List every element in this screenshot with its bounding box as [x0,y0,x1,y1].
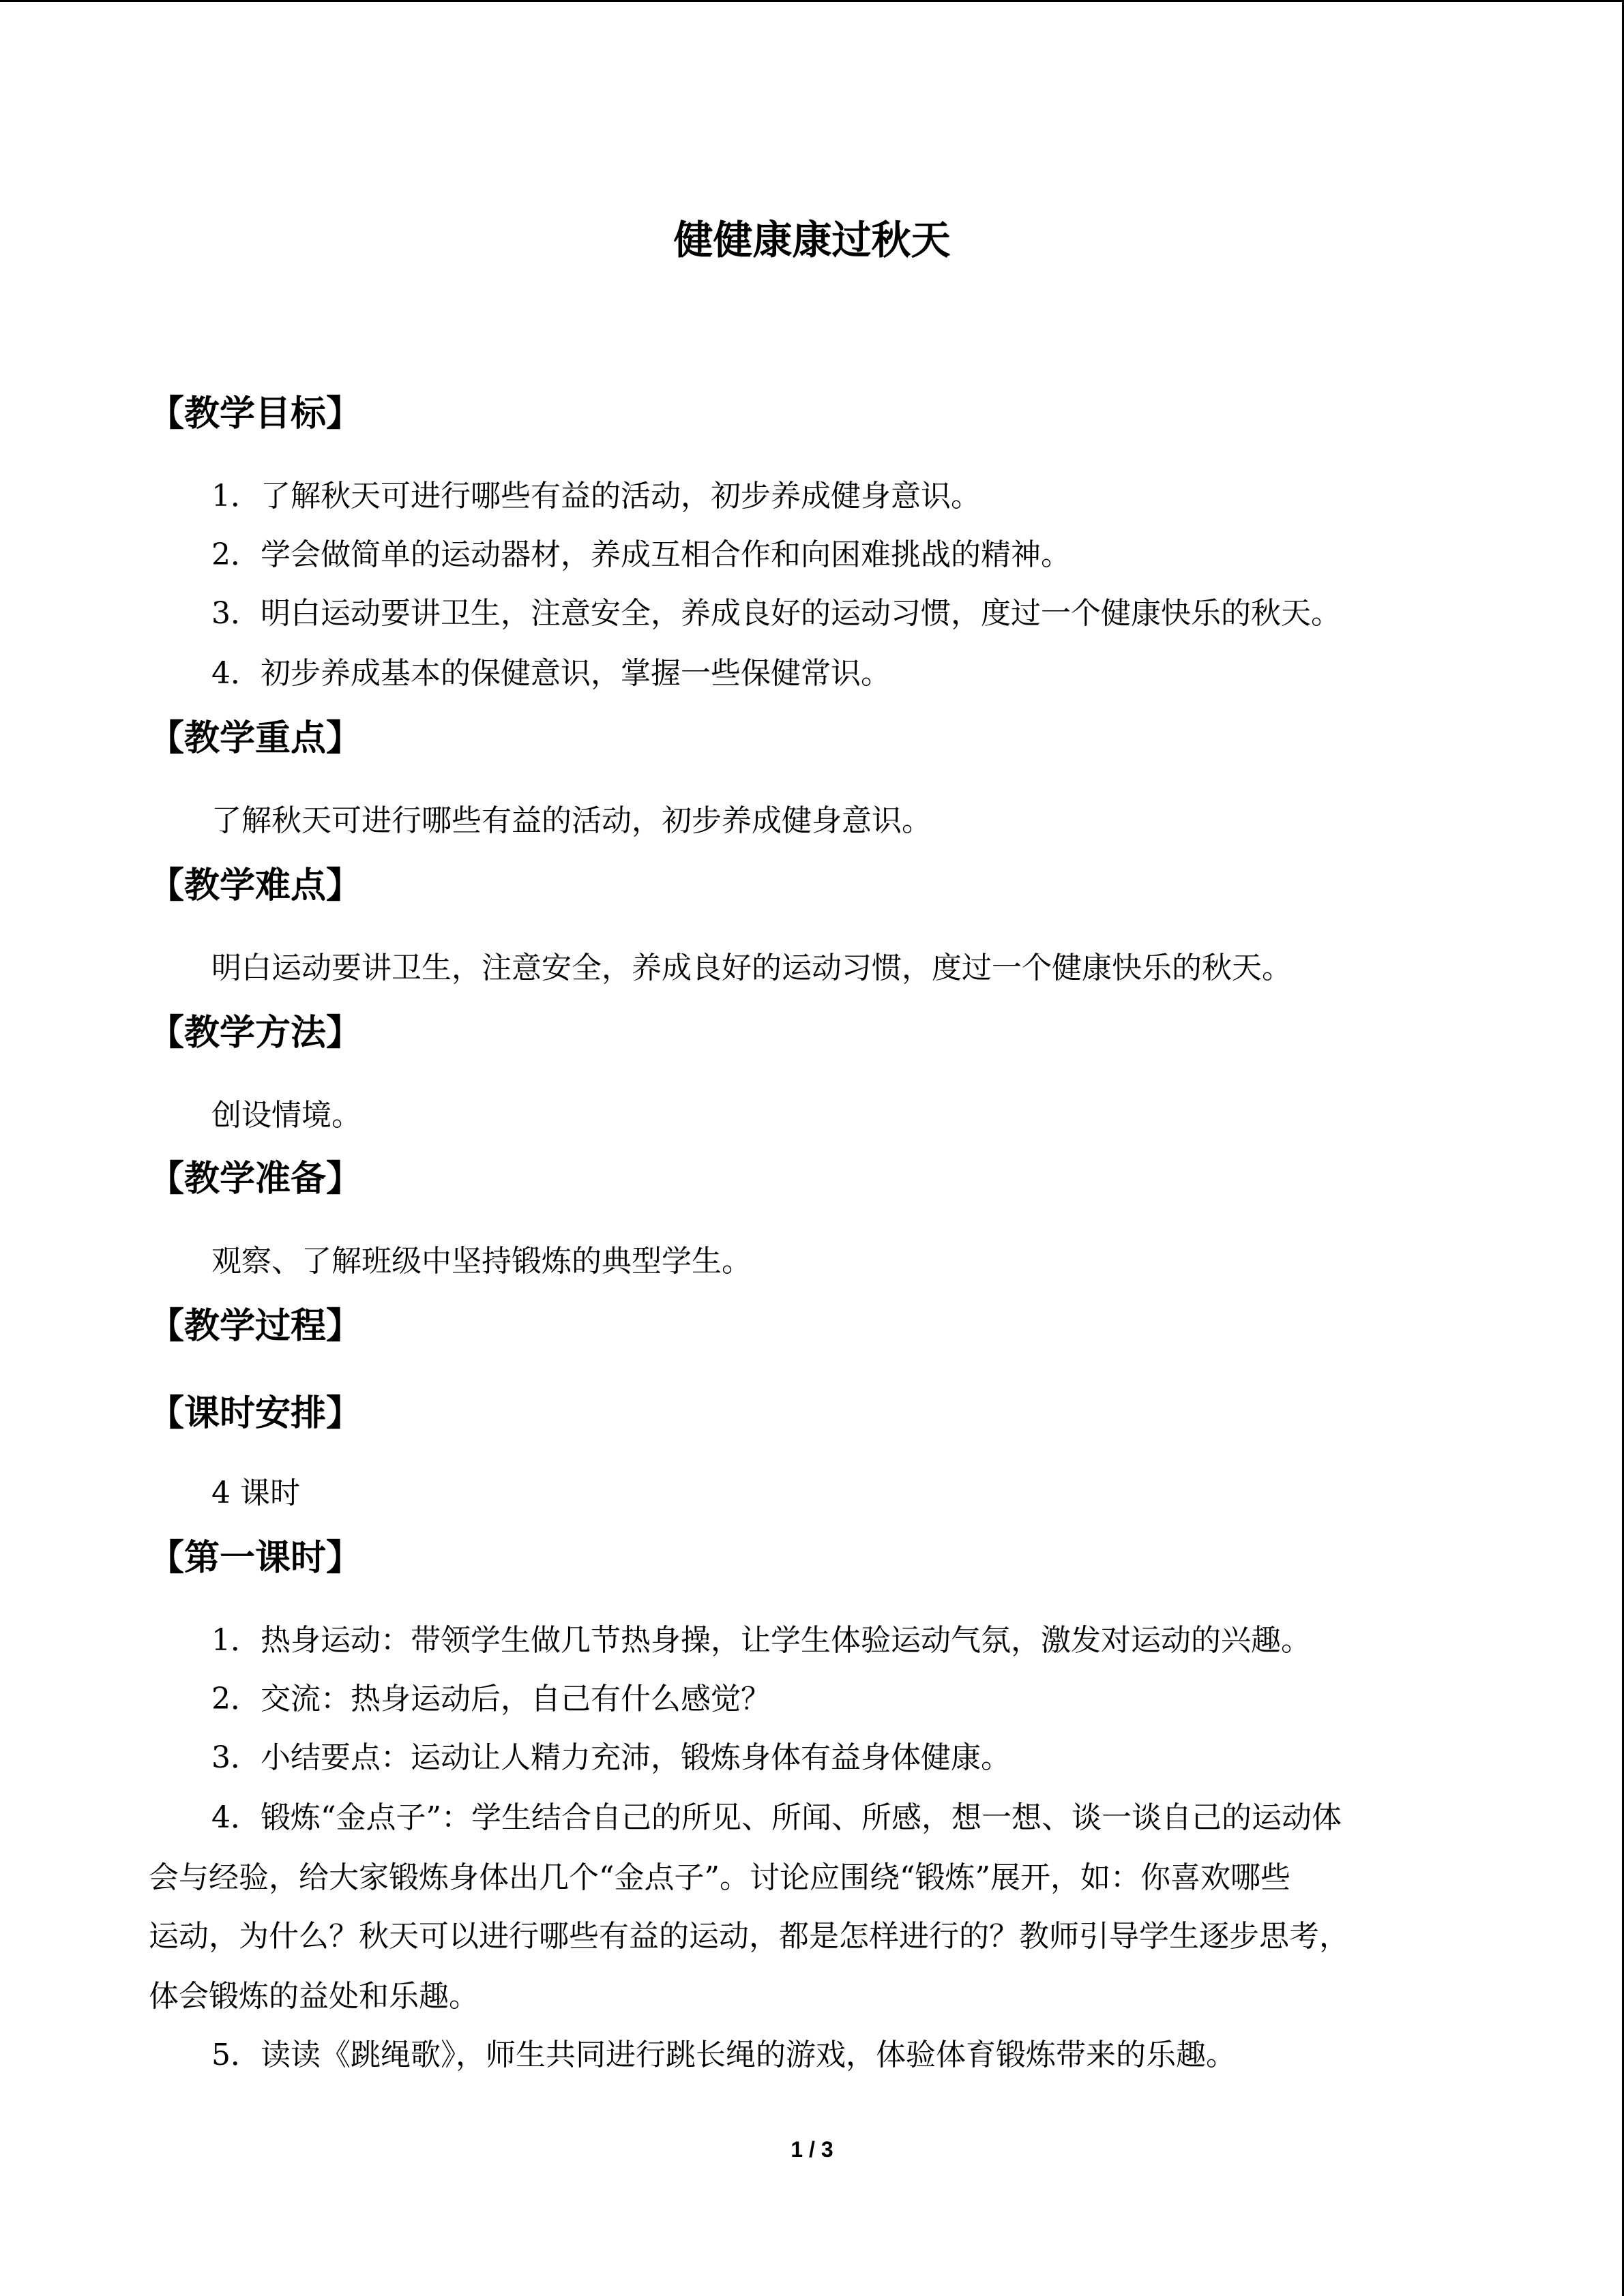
difficulties-text: 明白运动要讲卫生，注意安全，养成良好的运动习惯，度过一个健康快乐的秋天。 [211,951,1292,985]
schedule-text: 4 课时 [211,1476,300,1510]
lesson1-item-4-line-4: 体会锻炼的益处和乐趣。 [149,1979,479,2014]
lesson1-item-2: 2．交流：热身运动后，自己有什么感觉？ [211,1682,771,1716]
heading-methods: 【教学方法】 [149,1013,362,1054]
page-top-border [0,0,1624,2]
heading-goals: 【教学目标】 [149,393,362,434]
goal-item-1: 1．了解秋天可进行哪些有益的活动，初步养成健身意识。 [211,479,981,513]
key-points-text: 了解秋天可进行哪些有益的活动，初步养成健身意识。 [211,803,932,838]
heading-process: 【教学过程】 [149,1306,362,1347]
lesson1-item-1: 1．热身运动：带领学生做几节热身操，让学生体验运动气氛，激发对运动的兴趣。 [211,1623,1311,1658]
goal-item-4: 4．初步养成基本的保健意识，掌握一些保健常识。 [211,656,891,691]
heading-schedule: 【课时安排】 [149,1393,362,1434]
heading-preparation: 【教学准备】 [149,1159,362,1199]
page-number: 1 / 3 [791,2137,833,2162]
goal-item-2: 2．学会做简单的运动器材，养成互相合作和向困难挑战的精神。 [211,537,1071,572]
document-title: 健健康康过秋天 [673,217,951,263]
methods-text: 创设情境。 [211,1098,361,1133]
heading-difficulties: 【教学难点】 [149,865,362,906]
lesson1-item-4-line-2: 会与经验，给大家锻炼身体出几个“金点子”。讨论应围绕“锻炼”展开，如：你喜欢哪些 [149,1860,1290,1895]
preparation-text: 观察、了解班级中坚持锻炼的典型学生。 [211,1244,752,1279]
lesson1-item-5: 5．读读《跳绳歌》，师生共同进行跳长绳的游戏，体验体育锻炼带来的乐趣。 [211,2038,1236,2072]
lesson1-item-4-line-1: 4．锻炼“金点子”：学生结合自己的所见、所闻、所感，想一想、谈一谈自己的运动体 [211,1800,1342,1835]
heading-key-points: 【教学重点】 [149,718,362,759]
goal-item-3: 3．明白运动要讲卫生，注意安全，养成良好的运动习惯，度过一个健康快乐的秋天。 [211,596,1341,631]
lesson1-item-3: 3．小结要点：运动让人精力充沛，锻炼身体有益身体健康。 [211,1740,1011,1775]
lesson1-item-4-line-3: 运动，为什么？秋天可以进行哪些有益的运动，都是怎样进行的？教师引导学生逐步思考， [149,1919,1349,1954]
heading-lesson1: 【第一课时】 [149,1538,362,1579]
